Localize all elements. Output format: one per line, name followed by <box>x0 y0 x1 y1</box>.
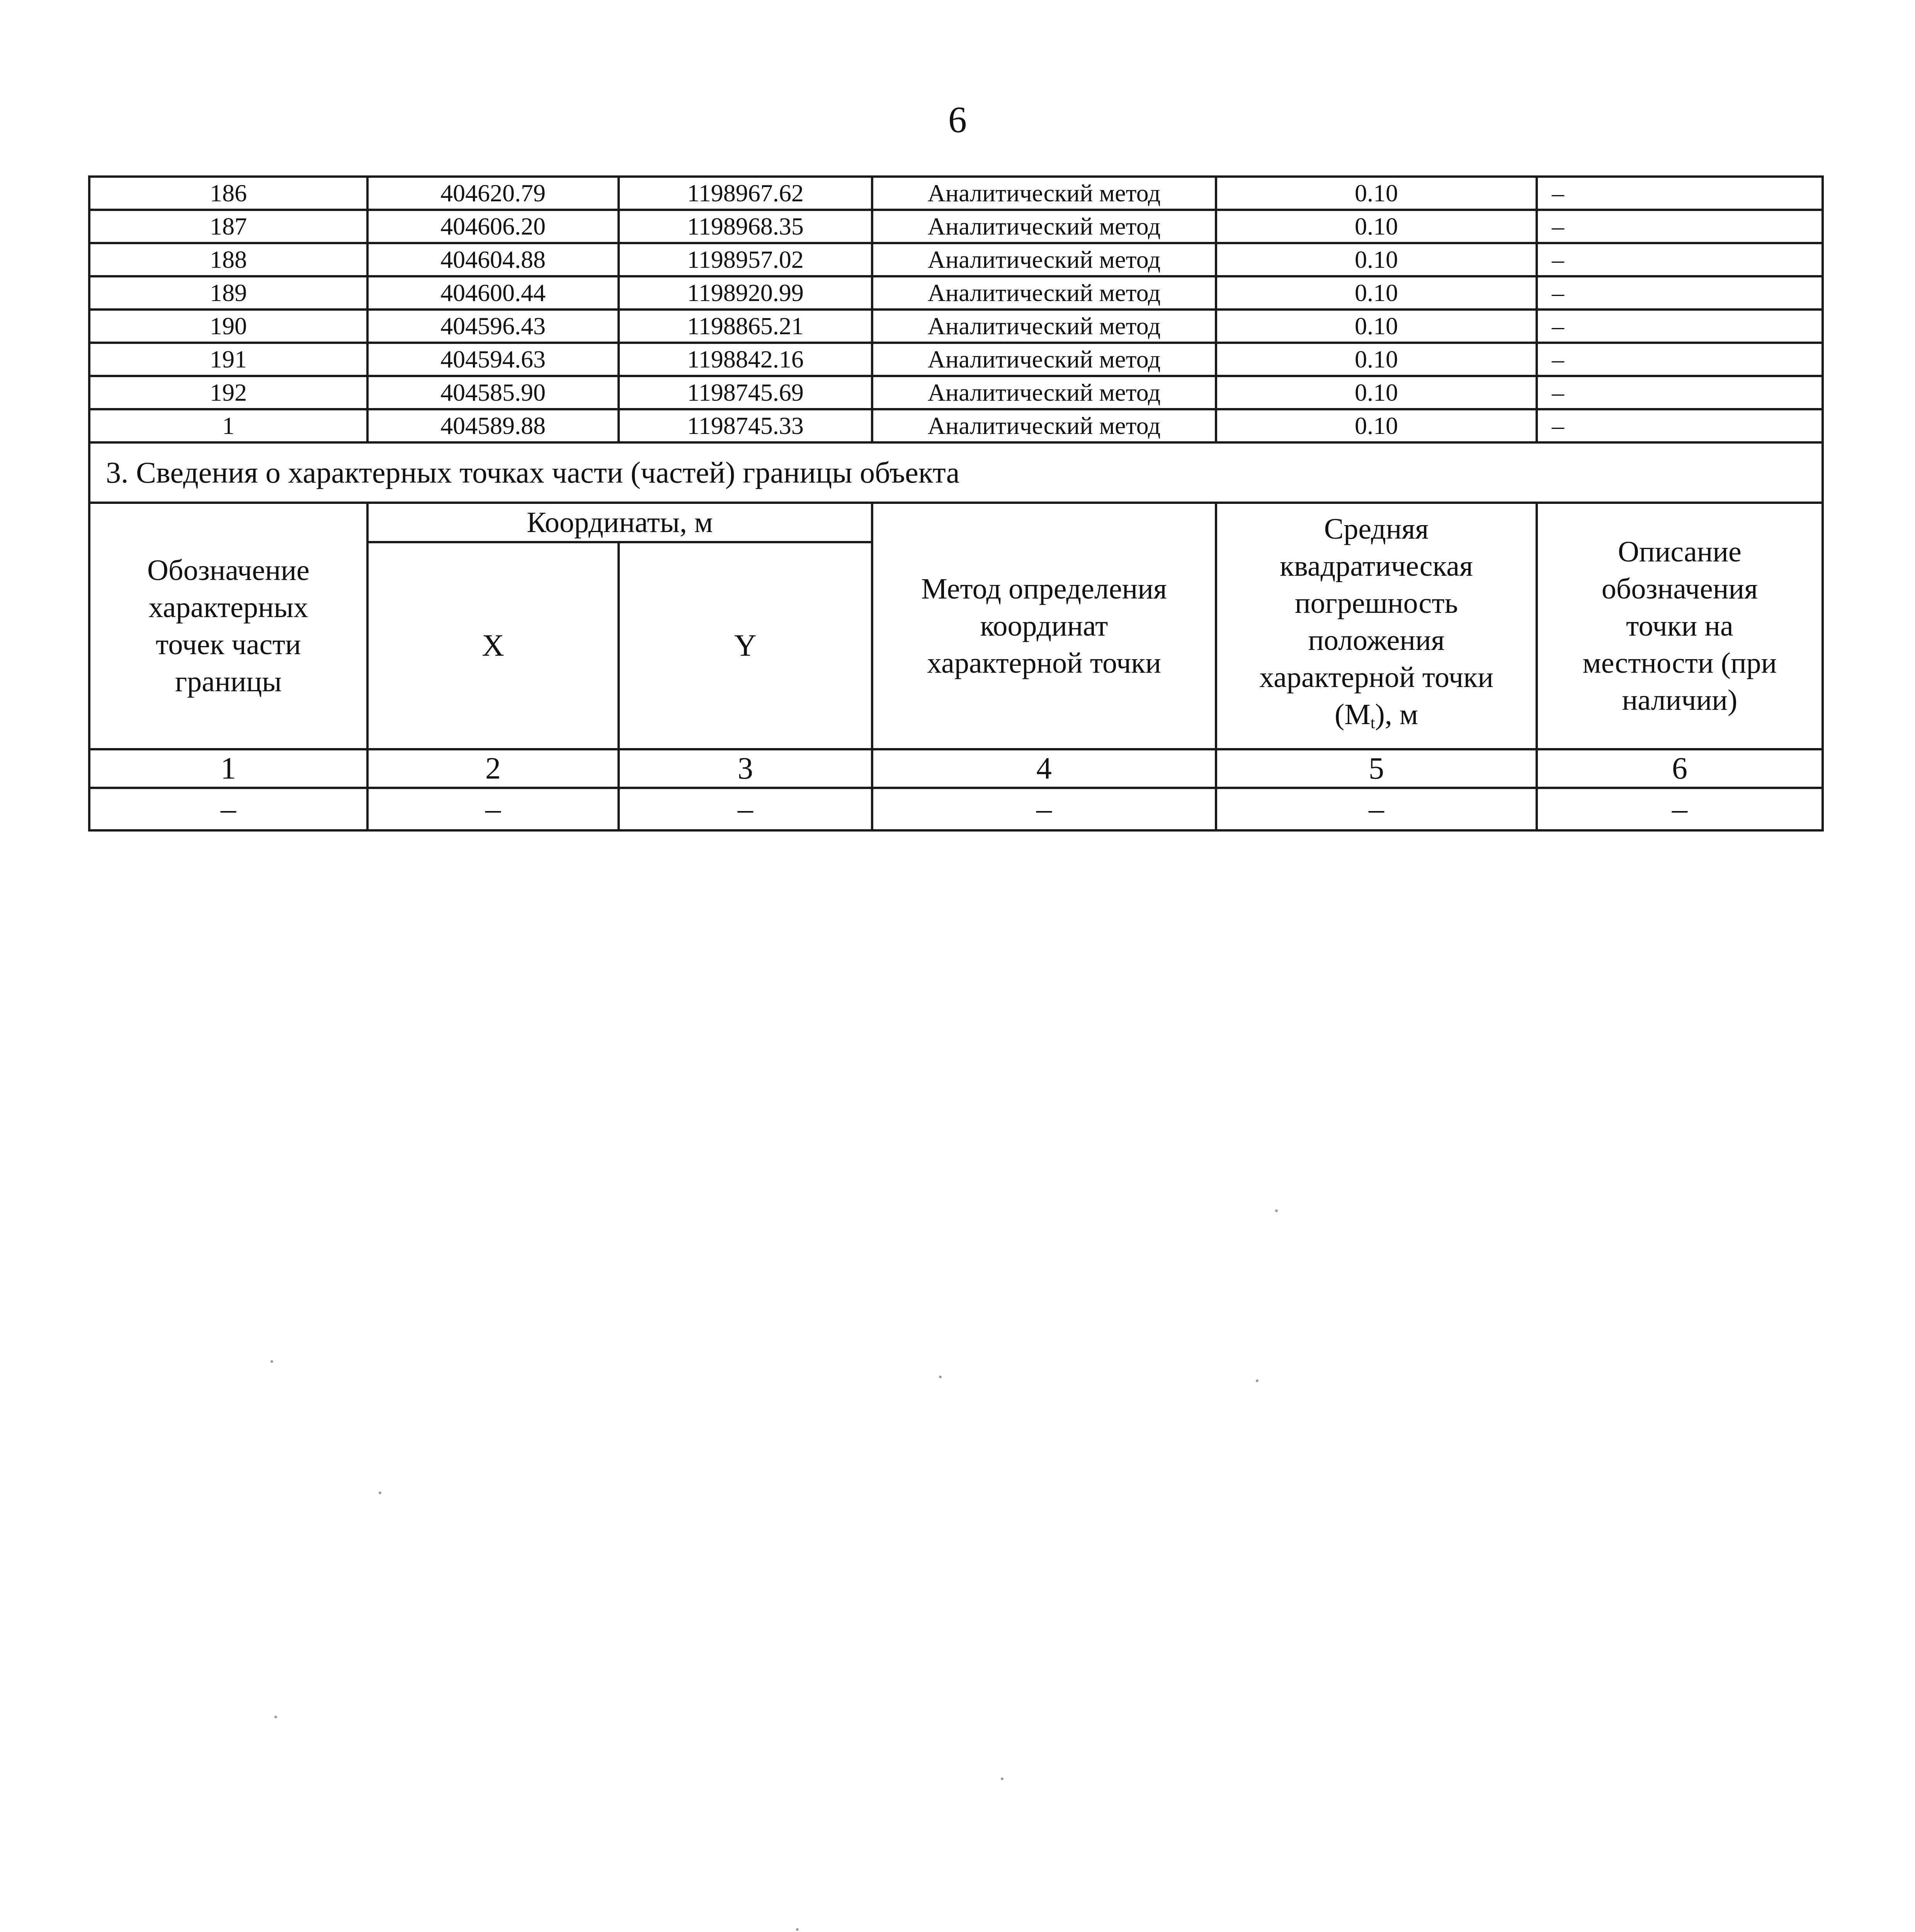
cell-point-number: 191 <box>89 343 367 376</box>
header-coordinates: Координаты, м <box>367 503 872 542</box>
cell-error: 0.10 <box>1216 243 1537 276</box>
header-error-unit: ), м <box>1375 698 1418 731</box>
cell-description: – <box>1537 210 1823 243</box>
cell-error: 0.10 <box>1216 177 1537 210</box>
boundary-points-table <box>88 175 1824 832</box>
header-method: Метод определения координат характерной точки <box>872 503 1216 749</box>
column-number: 2 <box>367 749 619 788</box>
table-row <box>89 243 1823 276</box>
cell-method: Аналитический метод <box>872 343 1216 376</box>
cell-x: 404620.79 <box>367 177 619 210</box>
cell-x: 404604.88 <box>367 243 619 276</box>
cell-error: 0.10 <box>1216 343 1537 376</box>
cell-point-number: 1 <box>89 409 367 442</box>
column-number: 4 <box>872 749 1216 788</box>
cell-y: 1198865.21 <box>619 310 872 343</box>
column-number: 3 <box>619 749 872 788</box>
cell-x: 404589.88 <box>367 409 619 442</box>
empty-cell: – <box>1537 788 1823 830</box>
cell-description: – <box>1537 177 1823 210</box>
table-row <box>89 310 1823 343</box>
cell-description: – <box>1537 276 1823 310</box>
cell-error: 0.10 <box>1216 210 1537 243</box>
cell-y: 1198967.62 <box>619 177 872 210</box>
cell-x: 404594.63 <box>367 343 619 376</box>
cell-description: – <box>1537 310 1823 343</box>
empty-cell: – <box>367 788 619 830</box>
cell-description: – <box>1537 243 1823 276</box>
table-row <box>89 376 1823 409</box>
header-error-subscript: t <box>1370 714 1375 732</box>
cell-error: 0.10 <box>1216 409 1537 442</box>
header-designation: Обозначение характерных точек части границы <box>89 503 367 749</box>
table-row <box>89 177 1823 210</box>
cell-point-number: 190 <box>89 310 367 343</box>
scan-speck <box>939 1376 942 1378</box>
header-x: X <box>367 542 619 749</box>
scan-speck <box>796 1928 799 1931</box>
scan-speck <box>270 1360 273 1363</box>
empty-cell: – <box>1216 788 1537 830</box>
empty-cell: – <box>872 788 1216 830</box>
cell-y: 1198842.16 <box>619 343 872 376</box>
cell-x: 404596.43 <box>367 310 619 343</box>
cell-x: 404600.44 <box>367 276 619 310</box>
cell-point-number: 189 <box>89 276 367 310</box>
column-number: 6 <box>1537 749 1823 788</box>
cell-x: 404606.20 <box>367 210 619 243</box>
cell-method: Аналитический метод <box>872 276 1216 310</box>
cell-y: 1198745.69 <box>619 376 872 409</box>
points-rows <box>89 177 1823 442</box>
cell-point-number: 187 <box>89 210 367 243</box>
cell-x: 404585.90 <box>367 376 619 409</box>
cell-method: Аналитический метод <box>872 409 1216 442</box>
empty-cell: – <box>89 788 367 830</box>
cell-method: Аналитический метод <box>872 210 1216 243</box>
empty-cell: – <box>619 788 872 830</box>
cell-y: 1198957.02 <box>619 243 872 276</box>
cell-y: 1198920.99 <box>619 276 872 310</box>
table-row <box>89 343 1823 376</box>
cell-point-number: 188 <box>89 243 367 276</box>
section-3-title: 3. Сведения о характерных точках части (частей) границы объекта <box>89 442 1823 503</box>
cell-point-number: 192 <box>89 376 367 409</box>
table-row <box>89 409 1823 442</box>
header-mean-square-error <box>1216 503 1537 749</box>
cell-description: – <box>1537 409 1823 442</box>
cell-description: – <box>1537 343 1823 376</box>
cell-y: 1198745.33 <box>619 409 872 442</box>
table-row <box>89 276 1823 310</box>
cell-point-number: 186 <box>89 177 367 210</box>
cell-method: Аналитический метод <box>872 177 1216 210</box>
table-row <box>89 210 1823 243</box>
page-number: 6 <box>948 99 967 140</box>
cell-error: 0.10 <box>1216 376 1537 409</box>
cell-method: Аналитический метод <box>872 310 1216 343</box>
column-number: 1 <box>89 749 367 788</box>
scan-speck <box>1256 1379 1259 1382</box>
cell-error: 0.10 <box>1216 276 1537 310</box>
scan-speck <box>379 1492 381 1494</box>
column-number: 5 <box>1216 749 1537 788</box>
cell-description: – <box>1537 376 1823 409</box>
header-error-text: Средняя квадратическая погрешность положения характерной точки (M <box>1259 512 1493 731</box>
cell-method: Аналитический метод <box>872 376 1216 409</box>
scan-speck <box>1275 1209 1278 1212</box>
scan-speck <box>1001 1777 1003 1780</box>
cell-method: Аналитический метод <box>872 243 1216 276</box>
header-y: Y <box>619 542 872 749</box>
scan-speck <box>274 1716 277 1718</box>
cell-y: 1198968.35 <box>619 210 872 243</box>
header-description: Описание обозначения точки на местности (при наличии) <box>1537 503 1823 749</box>
cell-error: 0.10 <box>1216 310 1537 343</box>
